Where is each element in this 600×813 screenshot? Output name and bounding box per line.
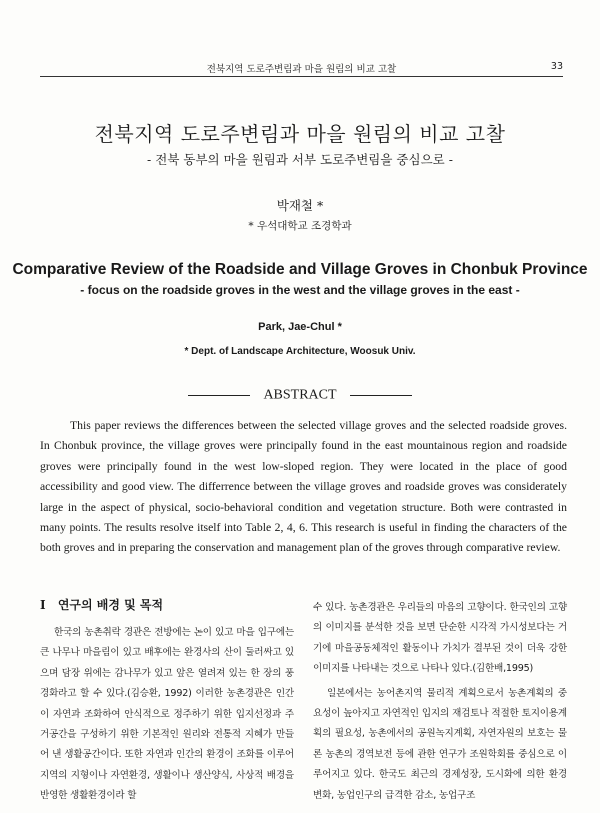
- korean-affiliation: * 우석대학교 조경학과: [248, 220, 352, 232]
- korean-subtitle: - 전북 동부의 마을 원림과 서부 도로주변림을 중심으로 -: [147, 152, 453, 167]
- section-number: I: [40, 598, 46, 612]
- abstract-rule-right: [350, 395, 412, 396]
- running-header: [40, 60, 563, 77]
- page-number: 33: [550, 61, 563, 72]
- english-affiliation: * Dept. of Landscape Architecture, Woosuk Univ.: [184, 346, 416, 357]
- body-paragraph: 수 있다. 농촌경관은 우리들의 마음의 고향이다. 한국인의 고향의 이미지를 분석한 것을 보면 단순한 시각적 가시성보다는 거기에 마을공동체적인 활동이나 가치가 결부된 것이 더욱 강한 이미지를 나타내는 것으로 나타나 있다.(김한배,1995): [313, 602, 567, 675]
- english-title: Comparative Review of the Roadside and Village Groves in Chonbuk Province: [12, 261, 588, 278]
- english-subtitle: - focus on the roadside groves in the west and the village groves in the east -: [80, 283, 520, 297]
- left-column: [40, 596, 294, 807]
- running-header-title: 전북지역 도로주변림과 마을 원림의 비교 고찰: [206, 64, 397, 75]
- korean-title: 전북지역 도로주변림과 마을 원림의 비교 고찰: [94, 122, 506, 146]
- english-author: Park, Jae-Chul *: [258, 321, 342, 333]
- body-paragraph: 일본에서는 농어촌지역 물리적 계획으로서 농촌계획의 중요성이 높아지고 자연적인 입지의 재검토나 적절한 토지이용계획의 필요성, 농촌에서의 공원녹지계획, 자연자원의 보호는 물론 농촌의 경역보전 등에 관한 연구가 조원학회를 중심으로 이루어지고 있다. 한국도 최근의 경제성장, 도시화에 의한 환경 변화, 농업인구의 급격한 감소, 농업구조: [313, 687, 567, 801]
- abstract-rule-left: [188, 395, 250, 396]
- right-column: [313, 598, 567, 806]
- abstract-text: This paper reviews the differences between the selected village groves and the selected roadside groves. In Chonbuk province, the village groves were principally found in the east mountainous region and roadside groves were principally found in the west low-sloped region. They were located in the place of good accessibility and good view. The differrence between the village groves and roadside groves was considerately large in the aspect of physical, socio-behavioral condition and vegetation structure. Both were contrasted in many points. The results resolve itself into Table 2, 4, 6. This research is useful in finding the characters of the both groves and in preparing the conservation and management plan of the groves through comparative review.: [40, 419, 567, 555]
- abstract-heading-label: ABSTRACT: [263, 387, 337, 403]
- section-title: 연구의 배경 및 목적: [57, 598, 164, 612]
- body-paragraph: 한국의 농촌취락 경관은 전방에는 논이 있고 마을 입구에는 큰 나무나 마을림이 있고 배후에는 완경사의 산이 둘러싸고 있으며 담장 위에는 감나무가 있고 앞은 열려져 있는 한 장의 풍경화라고 할 수 있다.(김승환, 1992) 이러한 농촌경관은 인간이 자연과 조화하여 안식적으로 정주하기 위한 입지선정과 주거공간을 구성하기 위한 기본적인 원리와 전통적 지혜가 만들어 낸 생활공간이다. 또한 자연과 인간의 환경이 조화를 이루어 지역의 지형이나 자연환경, 생활이나 생산양식, 사상적 배경을 반영한 생활환경이라 할: [40, 627, 294, 802]
- korean-author: 박재철 *: [276, 198, 324, 213]
- section-heading: [40, 596, 294, 614]
- abstract-heading: [0, 385, 600, 404]
